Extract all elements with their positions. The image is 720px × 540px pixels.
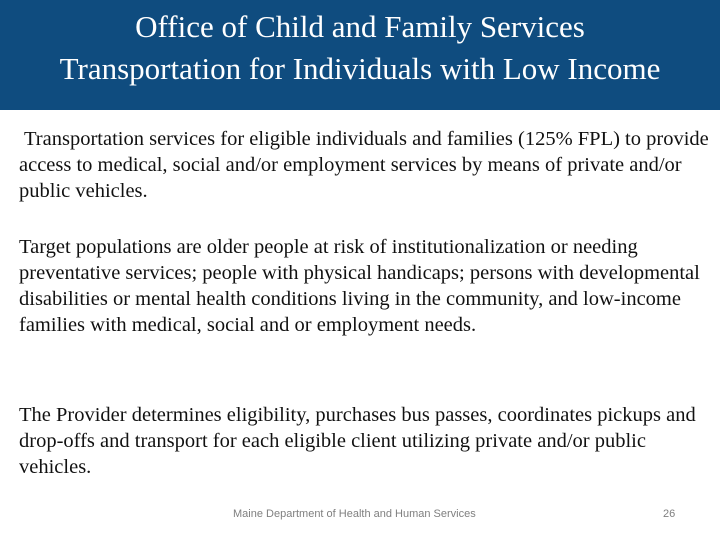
paragraph-target-populations: Target populations are older people at risk of institutionalization or needing preventative services; people with physical handicaps; persons with developmental disabilities or mental health conditions living in the community, and low-income families with medical, social and or employment needs. bbox=[19, 236, 700, 336]
title-line-2: Transportation for Individuals with Low Income bbox=[59, 51, 661, 86]
footer-organization: Maine Department of Health and Human Services bbox=[233, 508, 476, 520]
paragraph-services: Transportation services for eligible individuals and families (125% FPL) to provide access to medical, social and/or employment services by means of private and/or public vehicles. bbox=[19, 128, 709, 202]
title-line-1: Office of Child and Family Services bbox=[135, 9, 585, 44]
title-banner bbox=[0, 0, 720, 110]
paragraph-provider-role: The Provider determines eligibility, purchases bus passes, coordinates pickups and drop-offs and transport for each eligible client utilizing private and/or public vehicles. bbox=[19, 404, 696, 478]
page-number: 26 bbox=[663, 508, 676, 520]
